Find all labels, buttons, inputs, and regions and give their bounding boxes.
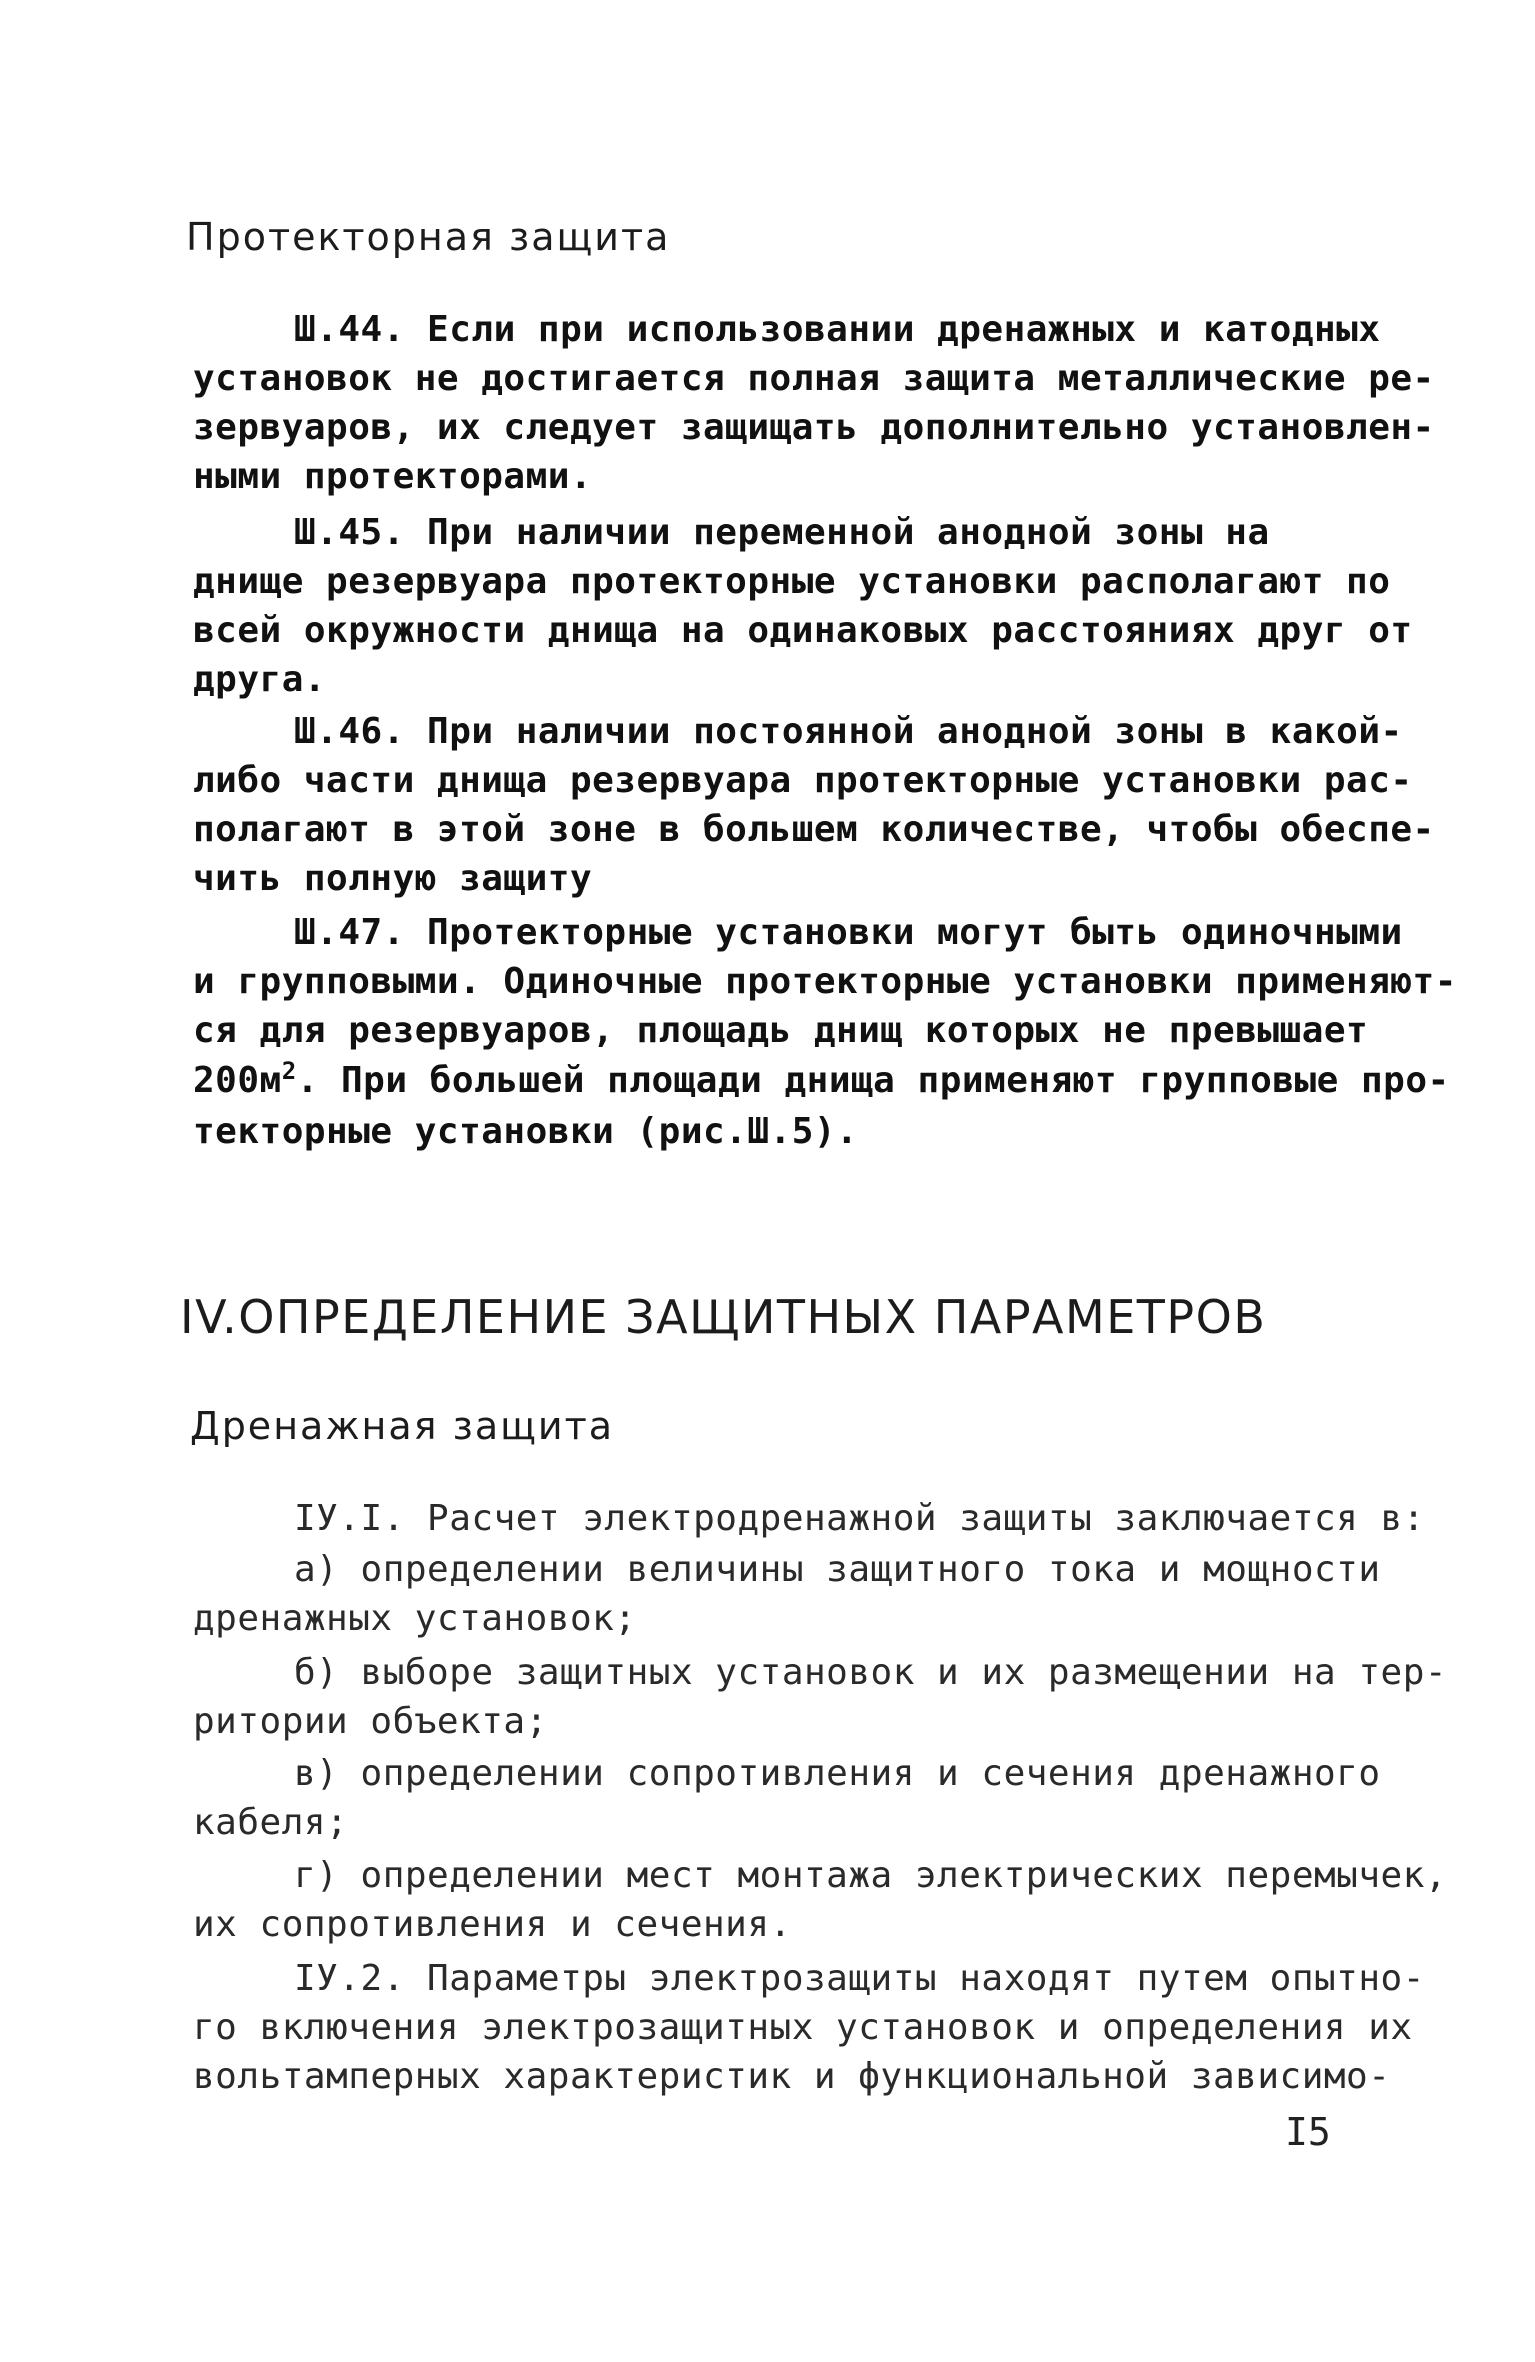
paragraph-line: вольтамперных характеристик и функциональной зависимо- <box>193 2056 1391 2097</box>
paragraph-line: всей окружности днища на одинаковых расстояниях друг от <box>193 610 1413 651</box>
paragraph-line: IУ.I. Расчет электродренажной защиты заключается в: <box>294 1498 1425 1539</box>
paragraph-line-area <box>193 1057 1450 1101</box>
list-item-d: г) определении мест монтажа электрических перемычек, <box>294 1855 1448 1896</box>
paragraph-line: текторные установки (рис.Ш.5). <box>193 1111 859 1152</box>
area-sentence: . При большей площади днища применяют групповые про- <box>296 1060 1450 1101</box>
paragraph-line: Ш.45. При наличии переменной анодной зоны на <box>294 512 1270 553</box>
area-value: 200м <box>193 1060 282 1101</box>
list-item-c: в) определении сопротивления и сечения дренажного <box>294 1753 1381 1794</box>
page-number: I5 <box>1285 2110 1331 2154</box>
paragraph-line: зервуаров, их следует защищать дополнительно установлен- <box>193 407 1435 448</box>
paragraph-line: днище резервуара протекторные установки располагают по <box>193 561 1391 602</box>
chapter-heading: IV.ОПРЕДЕЛЕНИЕ ЗАЩИТНЫХ ПАРАМЕТРОВ <box>180 1290 1267 1344</box>
paragraph-line: Ш.47. Протекторные установки могут быть одиночными <box>294 912 1403 953</box>
paragraph-line: чить полную защиту <box>193 858 593 899</box>
paragraph-line: друга. <box>193 659 327 700</box>
paragraph-line: ся для резервуаров, площадь днищ которых не превышает <box>193 1010 1369 1051</box>
paragraph-line: их сопротивления и сечения. <box>193 1904 792 1945</box>
area-exponent: 2 <box>281 1057 297 1085</box>
paragraph-line: установок не достигается полная защита металлические ре- <box>193 358 1435 399</box>
paragraph-line: либо части днища резервуара протекторные установки рас- <box>193 760 1413 801</box>
paragraph-line: кабеля; <box>193 1802 349 1843</box>
paragraph-line: IУ.2. Параметры электрозащиты находят путем опытно- <box>294 1958 1425 1999</box>
list-item-a: а) определении величины защитного тока и мощности <box>294 1549 1381 1590</box>
paragraph-line: полагают в этой зоне в большем количестве, чтобы обеспе- <box>193 809 1435 850</box>
section-heading-drainage: Дренажная защита <box>190 1404 615 1448</box>
paragraph-line: дренажных установок; <box>193 1598 637 1639</box>
paragraph-line: го включения электрозащитных установок и определения их <box>193 2007 1413 2048</box>
list-item-b: б) выборе защитных установок и их размещении на тер- <box>294 1652 1448 1693</box>
paragraph-line: и групповыми. Одиночные протекторные установки применяют- <box>193 961 1457 1002</box>
paragraph-line: Ш.46. При наличии постоянной анодной зоны в какой- <box>294 711 1403 752</box>
paragraph-line: Ш.44. Если при использовании дренажных и катодных <box>294 309 1381 350</box>
section-heading-protector: Протекторная защита <box>186 215 671 259</box>
paragraph-line: ритории объекта; <box>193 1701 548 1742</box>
paragraph-line: ными протекторами. <box>193 456 593 497</box>
